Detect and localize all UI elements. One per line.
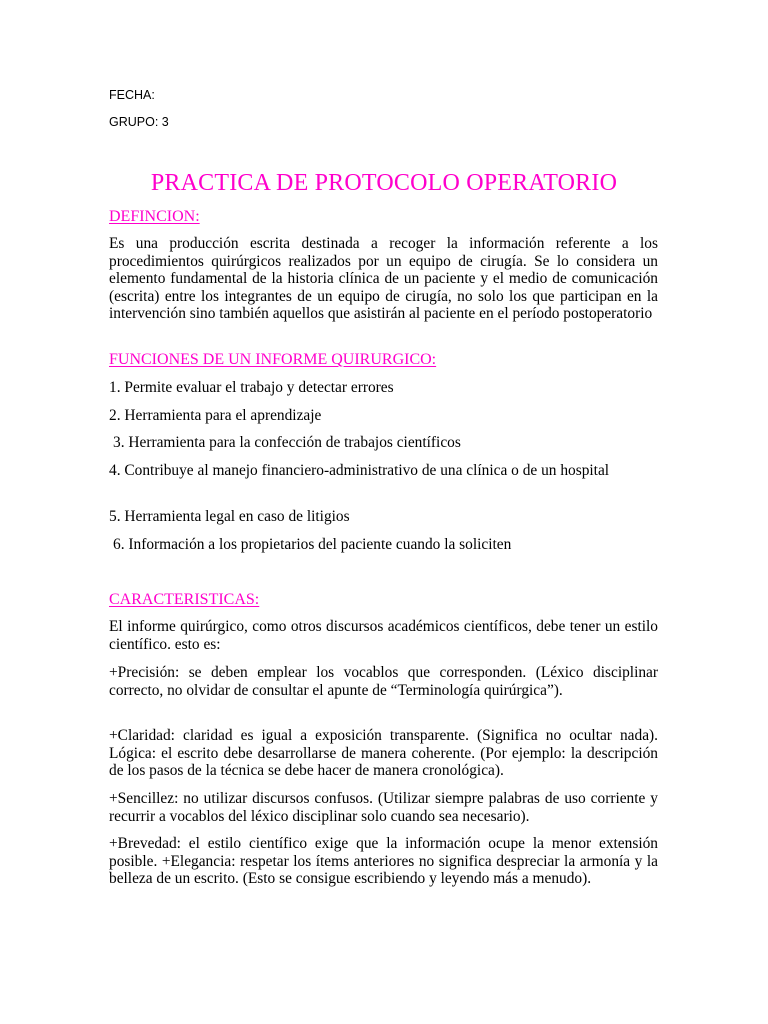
- page-title: PRACTICA DE PROTOCOLO OPERATORIO: [150, 170, 618, 196]
- caracteristica-sencillez: +Sencillez: no utilizar discursos confusos. (Utilizar siempre palabras de uso corriente y recurrir a vocablos del léxico disciplinar solo cuando sea necesario).: [109, 790, 658, 825]
- funcion-item-6: 6. Información a los propietarios del paciente cuando la soliciten: [113, 536, 512, 553]
- funcion-item-4: 4. Contribuye al manejo financiero-administrativo de una clínica o de un hospital: [109, 462, 610, 479]
- definicion-heading: DEFINCION:: [109, 208, 200, 225]
- funcion-item-1: 1. Permite evaluar el trabajo y detectar errores: [109, 379, 394, 396]
- caracteristicas-intro: El informe quirúrgico, como otros discursos académicos científicos, debe tener un estilo científico. esto es:: [109, 618, 658, 653]
- caracteristica-claridad: +Claridad: claridad es igual a exposición transparente. (Significa no ocultar nada). Lógica: el escrito debe desarrollarse de manera coherente. (Por ejemplo: la descripción de los pasos de la técnica se debe hacer de manera cronológica).: [109, 727, 658, 780]
- funcion-item-3: 3. Herramienta para la confección de trabajos científicos: [113, 434, 461, 451]
- funcion-item-5: 5. Herramienta legal en caso de litigios: [109, 508, 350, 525]
- caracteristica-brevedad: +Brevedad: el estilo científico exige que la información ocupe la menor extensión posible. +Elegancia: respetar los ítems anteriores no significa despreciar la armonía y la belleza de un escrito. (Esto se consigue escribiendo y leyendo más a menudo).: [109, 835, 658, 888]
- caracteristica-precision: +Precisión: se deben emplear los vocablos que corresponden. (Léxico disciplinar correcto, no olvidar de consultar el apunte de “Terminología quirúrgica”).: [109, 664, 658, 699]
- grupo-label: GRUPO: 3: [109, 115, 169, 129]
- fecha-label: FECHA:: [109, 88, 155, 102]
- funciones-heading: FUNCIONES DE UN INFORME QUIRURGICO:: [109, 351, 437, 368]
- funcion-item-2: 2. Herramienta para el aprendizaje: [109, 407, 322, 424]
- definicion-paragraph: Es una producción escrita destinada a recoger la información referente a los procedimientos quirúrgicos realizados por un equipo de cirugía. Se lo considera un elemento fundamental de la historia clínica de un paciente y el medio de comunicación (escrita) entre los integrantes de un equipo de cirugía, no solo los que participan en la intervención sino también aquellos que asistirán al paciente en el período postoperatorio: [109, 235, 658, 323]
- caracteristicas-heading: CARACTERISTICAS:: [109, 591, 260, 608]
